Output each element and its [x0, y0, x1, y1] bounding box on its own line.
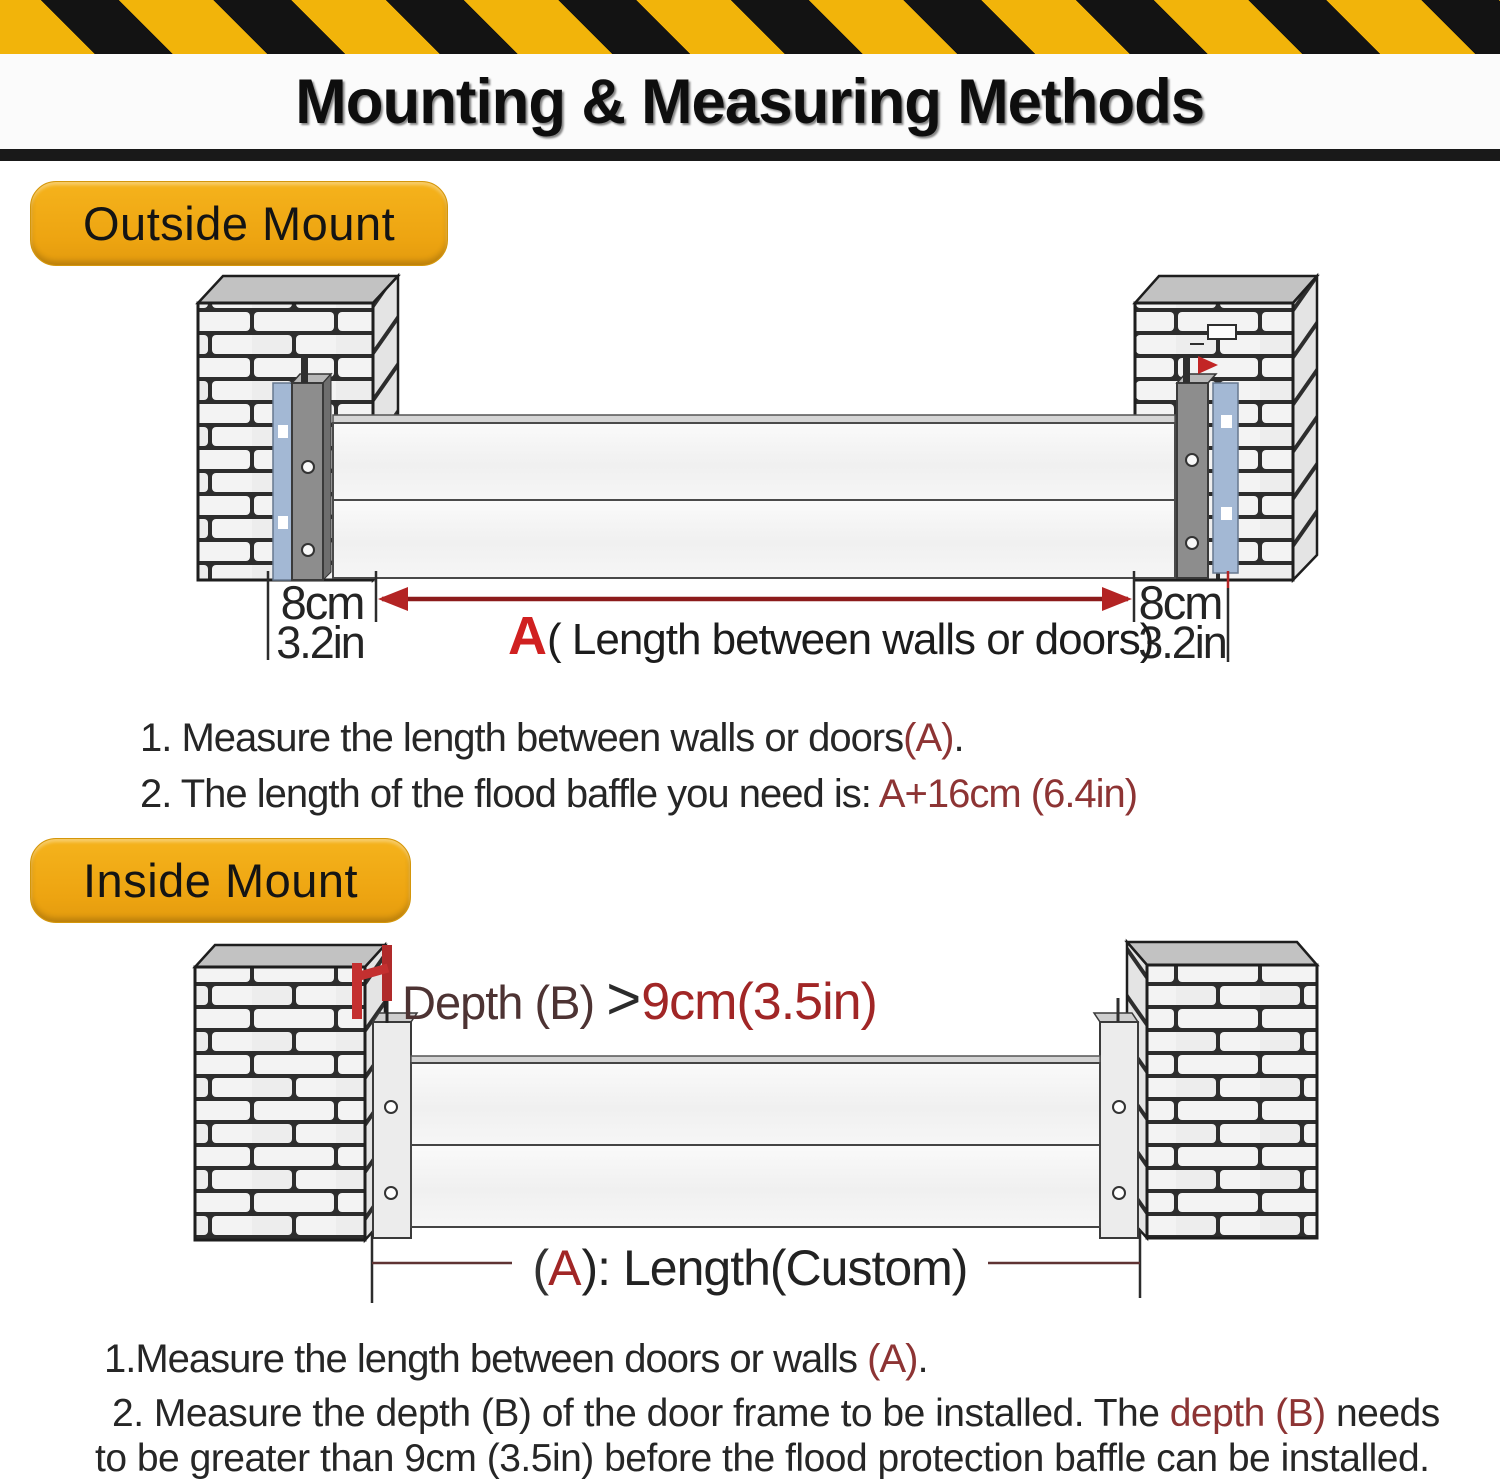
anchor-pin — [1183, 357, 1190, 383]
flood-barrier-panels — [333, 415, 1175, 578]
inside-instruction-line3: to be greater than 9cm (3.5in) before the flood protection baffle can be installed. — [95, 1437, 1430, 1480]
instruction-line: 2. The length of the flood baffle you need is: A+16cm (6.4in) — [140, 772, 1138, 816]
diagram-inside-mount — [0, 935, 1500, 1327]
dim-right-cm: 8cm — [1138, 576, 1222, 629]
screw-hole — [1113, 1101, 1125, 1113]
screw-hole — [1186, 454, 1198, 466]
instruction-line: 1. Measure the length between walls or doors(A). — [140, 716, 964, 760]
screw-hole — [385, 1187, 397, 1199]
badge-inside-mount: Inside Mount — [30, 838, 411, 923]
inside-instruction-line1: 1.Measure the length between doors or walls (A). — [104, 1337, 928, 1381]
page-title: Mounting & Measuring Methods — [295, 66, 1205, 137]
diagram-outside-mount — [0, 266, 1500, 700]
banner-divider — [0, 149, 1500, 161]
depth-label: Depth (B) >9cm(3.5in) — [402, 965, 877, 1032]
outside-instructions — [140, 710, 1500, 822]
hazard-stripes — [0, 0, 1500, 54]
screw-hole — [302, 461, 314, 473]
header-banner — [0, 0, 1500, 161]
screw-hole — [302, 544, 314, 556]
dim-right-inch: 3.2in — [1138, 617, 1226, 668]
length-label: (A): Length(Custom) — [532, 1240, 968, 1296]
span-label: A( Length between walls or doors) — [508, 606, 1154, 666]
span-arrow — [378, 587, 1132, 611]
screw-hole — [385, 1101, 397, 1113]
left-mounting-bracket — [273, 357, 331, 580]
screw-hole — [1186, 537, 1198, 549]
right-pillar — [1127, 942, 1317, 1238]
anchor-pin — [301, 357, 308, 383]
flood-barrier-panels — [411, 1056, 1100, 1227]
dim-left-inch: 3.2in — [276, 617, 364, 668]
dim-left-cm: 8cm — [280, 576, 364, 629]
wall-slot — [1208, 325, 1236, 339]
badge-outside-mount: Outside Mount — [30, 181, 448, 266]
screw-hole — [1113, 1187, 1125, 1199]
inside-instruction-line2: 2. Measure the depth (B) of the door frame to be installed. The depth (B) needs — [112, 1392, 1440, 1435]
title-band — [0, 54, 1500, 149]
